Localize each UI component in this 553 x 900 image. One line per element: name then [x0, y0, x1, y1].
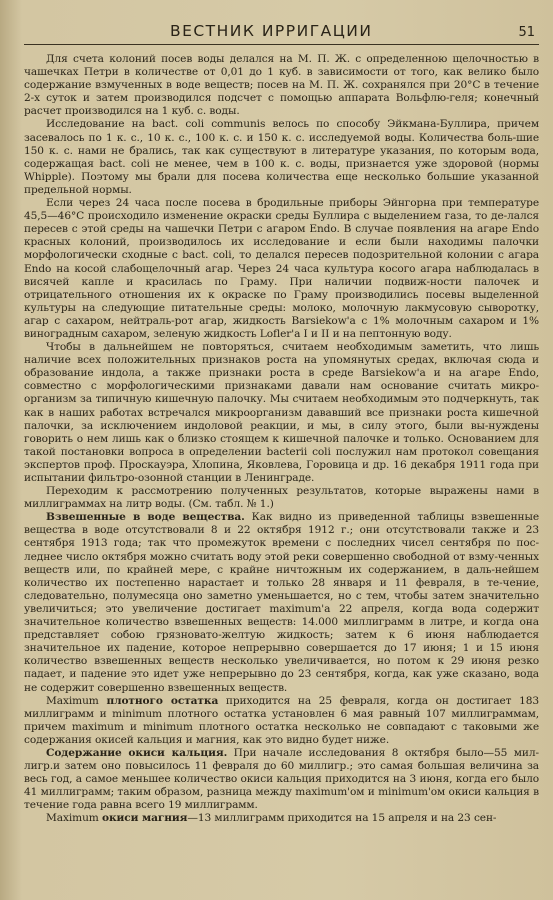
paragraph-coli-method: Исследование на bact. coli communis велось по способу Эйкмана-Буллира, причем засевалось по 1 к. с., 10 к. с., 100 к. с. и 150 к. с. исследуемой воды. Количества боль-шие 150 к. с. нами не брались, так как существуют в литературе указания, по которым вода, содержащая bact. coli не менее, чем в 100 к. с. воды, признается уже здоровой (нормы Whipple). Поэтому мы брали для посева количества еще несколько большие указанной предельной нормы. — [24, 118, 539, 196]
section-lead: окиси магния — [102, 812, 188, 825]
section-lead: плотного остатка — [106, 694, 219, 707]
running-head: ВЕСТНИК ИРРИГАЦИИ — [169, 22, 373, 40]
paragraph-criteria: Чтобы в дальнейшем не повторяться, считаем необходимым заметить, что лишь наличие всех положительных признаков роста на упомянутых средах, включая сюда и образование индола, а также признаки роста в среде Barsiekow'a и на агаре Endo, совместно с морфологическими признаками давали нам основание считать микро-организм за типичную кишечную палочку. Мы считаем необходимым это подчеркнуть, так как в наших работах встречался микроорганизм дававший все признаки роста кишечной палочки, за исключением индоловой реакции, и мы, в силу этого, были вы-нуждены говорить о нем лишь как о близко стоящем к кишечной палочке и только. Основанием для такой постановки вопроса в определении bacterii coli послужил нам протокол совещания экспертов проф. Проскауэра, Хлопина, Яковлева, Горовица и др. 16 декабря 1911 года при испытании фильтро-озонной станции в Ленинграде. — [24, 341, 539, 484]
page-header — [24, 10, 539, 45]
paragraph-dry-residue: Maximum плотного остатка приходится на 25 февраля, когда он достигает 183 миллиграмм и minimum плотного остатка установлен 6 мая равный 107 миллиграммам, причем maximum и minimum плотного остатка несколько не совпадают с таковыми же содержания окисей кальция и магния, как это видно будет ниже. — [24, 694, 539, 746]
paragraph-calcium-oxide: Содержание окиси кальция. При начале исследования 8 октября было—55 мил-лигр.и затем оно повысилось 11 февраля до 60 миллигр.; это самая большая величина за весь год, а самое меньшее количество окиси кальция приходится на 3 июня, когда его было 41 миллиграмм; таким образом, разница между maximum'ом и minimum'ом окиси кальция в течение года равна всего 19 миллиграмм. — [24, 746, 539, 812]
page-number: 51 — [518, 25, 535, 40]
paragraph-results-intro: Переходим к рассмотрению полученных результатов, которые выражены нами в миллиграммах на литр воды. (См. табл. № 1.) — [24, 485, 539, 511]
paragraph-endo-agar: Если через 24 часа после посева в бродильные приборы Эйнгорна при температуре 45,5—46°С происходило изменение окраски среды Буллира с выделением газа, то де-лался пересев с этой среды на чашечки Петри с агаром Endo. В случае появления на агаре Endo красных колоний, производилось их исследование и если были находимы палочки морфологически сходные с bact. coli, то делался пересев подозрительной колонии с агара Endo на косой слабощелочный агар. Через 24 часа культура косого агара наблюдалась в висячей капле и красилась по Граму. При наличии подвиж-ности палочек и отрицательного отношения их к окраске по Граму производились посевы выделенной культуры на следующие питательные среды: молоко, молочную лакмусовую сыворотку, агар с сахаром, нейтраль-рот агар, жидкость Barsiekow'a с 1% молочным сахаром и 1% виноградным сахаром, зеленую жидкость Lofler'a I и II и на пептонную воду. — [24, 197, 539, 340]
paragraph-magnesium-oxide: Maximum окиси магния—13 миллиграмм приходится на 15 апреля и на 23 сен- — [46, 812, 497, 825]
section-lead: Содержание окиси кальция. — [46, 746, 228, 759]
paragraph-colony-count: Для счета колоний посев воды делался на М. П. Ж. с определенною щелочностью в чашечках Петри в количестве от 0,01 до 1 куб. в зависимости от того, как велико было содержание взмученных в воде веществ; посев на М. П. Ж. сохранялся при 20°С в течение 2-х суток и затем производился подсчет с помощью аппарата Вольфлю-геля; конечный расчет производился на 1 куб. с. воды. — [24, 53, 539, 118]
section-lead: Взвешенные в воде вещества. — [46, 511, 245, 524]
body-text — [24, 53, 539, 826]
paragraph-suspended-matter: Взвешенные в воде вещества. Как видно из приведенной таблицы взвешенные вещества в воде отсутствовали 8 и 22 октября 1912 г.; они отсутствовали также и 23 сентября 1913 года; так что промежуток времени с последних чисел сентября по пос-леднее число октября можно считать воду этой реки совершенно свободной от взму-ченных веществ или, по крайней мере, с крайне ничтожным их содержанием, в даль-нейшем количество их постепенно нарастает и только 28 января и 11 февраля, в те-чение, следовательно, полумесяца оно заметно уменьшается, но с тем, чтобы затем значительно увеличиться; это увеличение достигает maximum'a 22 апреля, когда вода содержит значительное количество взвешенных веществ: 14.000 миллиграмм в литре, и когда она представляет собою грязновато-желтую жидкость; затем к 6 июня наблюдается значительное их падение, которое непрерывно совершается до 17 июня; 1 и 15 июня количество взвешенных веществ несколько увеличивается, но потом к 29 июня резко падает, и падение это идет уже непрерывно до 23 сентября, когда, как уже сказано, вода не содержит совершенно взвешенных веществ. — [24, 511, 540, 694]
